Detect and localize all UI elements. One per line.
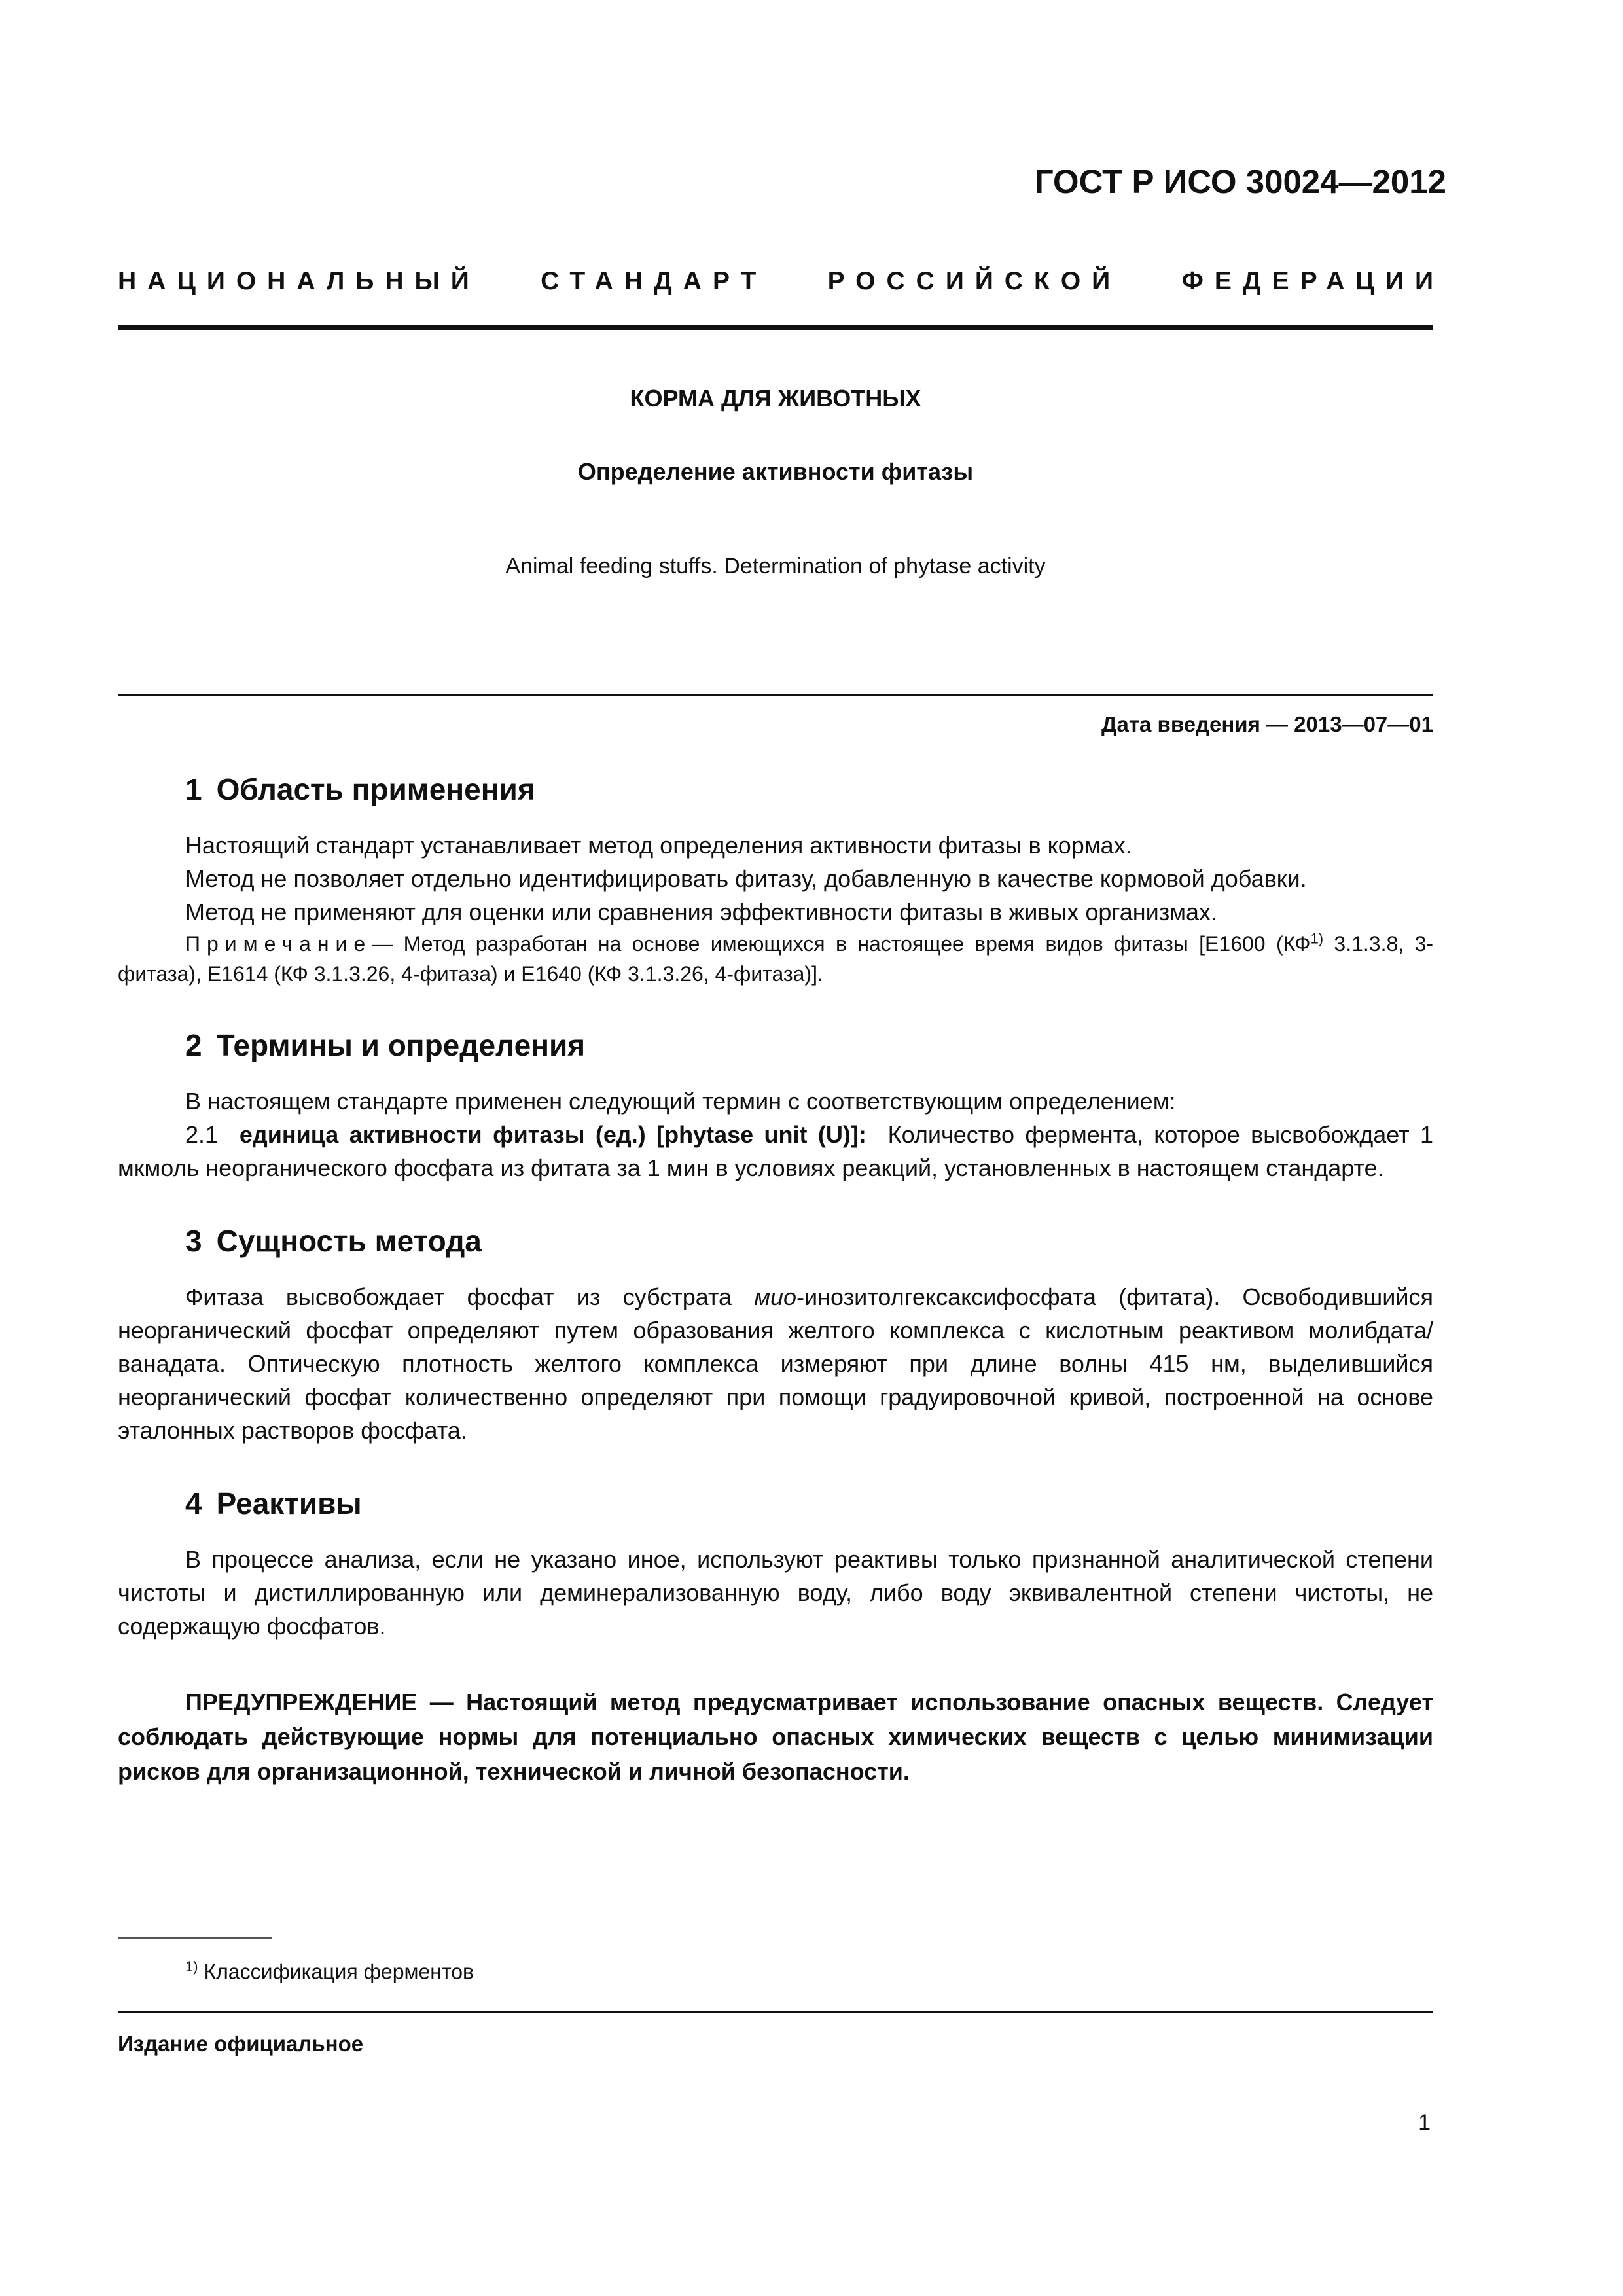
banner-word: СТАНДАРТ: [541, 267, 768, 295]
note-label: Примечание: [185, 932, 372, 956]
section-reagents: [118, 1484, 1433, 1789]
banner-word: ФЕДЕРАЦИИ: [1181, 267, 1444, 295]
document-body: [118, 770, 1433, 1825]
footnote: [185, 1958, 474, 1984]
section-number: 2: [185, 1028, 202, 1062]
official-edition-label: Издание официальное: [118, 2032, 364, 2056]
section-title: Реактивы: [216, 1486, 362, 1520]
banner-word: НАЦИОНАЛЬНЫЙ: [118, 267, 480, 295]
introduction-date: Дата введения — 2013—07—01: [1101, 712, 1433, 736]
paragraph-text: Фитаза высвобождает фосфат из субстрата: [185, 1283, 755, 1310]
paragraph: В настоящем стандарте применен следующий термин с соответствующим определением:: [185, 1088, 1176, 1115]
paragraph-text: -инозитолгексаксифосфата (фитата). Освободившийся неорганический фосфат определяют путем образования желтого комплекса с кислотным реактивом молибдата/ванадата. Оптическую плотность желтого комплекса измеряют при длине волны 415 нм, выделившийся неорганический фосфат количественно определяют при помощи градуировочной кривой, построенной на основе эталонных растворов фосфата.: [118, 1283, 1433, 1444]
paragraph: [118, 1280, 1433, 1447]
paragraph: Метод не применяют для оценки или сравнения эффективности фитазы в живых организмах.: [185, 899, 1218, 925]
footnote-ref: 1): [1310, 930, 1324, 947]
warning-paragraph: ПРЕДУПРЕЖДЕНИЕ — Настоящий метод предусматривает использование опасных веществ. Следует соблюдать действующие нормы для потенциально опасных химических веществ с целью минимизации рисков для организационной, технической и личной безопасности.: [118, 1689, 1433, 1785]
national-standard-banner: [118, 267, 1444, 296]
footnote-text: Классификация ферментов: [198, 1960, 474, 1984]
title-divider: [118, 694, 1433, 696]
section-number: 1: [185, 772, 202, 806]
term-name: единица активности фитазы (ед.) [phytase unit (U)]:: [239, 1121, 866, 1148]
section-number: 4: [185, 1486, 202, 1520]
gost-code: ГОСТ Р ИСО 30024—2012: [1034, 163, 1446, 200]
section-scope: [118, 770, 1433, 989]
footnote-divider: [118, 1937, 272, 1939]
term-definition: [118, 1118, 1433, 1185]
paragraph: Метод не позволяет отдельно идентифицировать фитазу, добавленную в качестве кормовой добавки.: [185, 865, 1307, 892]
section-title: Область применения: [216, 772, 535, 806]
paragraph: Настоящий стандарт устанавливает метод определения активности фитазы в кормах.: [185, 832, 1132, 859]
section-principle: [118, 1221, 1433, 1447]
footer-divider: [118, 2011, 1433, 2013]
banner-word: РОССИЙСКОЙ: [827, 267, 1122, 295]
note-text: 3.1.3.8, 3-фитаза), Е1614 (КФ 3.1.3.26, 4-фитаза) и Е1640 (КФ 3.1.3.26, 4-фитаза)].: [118, 932, 1434, 986]
section-title: Сущность метода: [216, 1224, 482, 1258]
section-heading: [118, 1484, 1433, 1523]
paragraph: В процессе анализа, если не указано иное, используют реактивы только признанной аналитической степени чистоты и дистиллированную или деминерализованную воду, либо воду эквивалентной степени чистоты, не содержащую фосфатов.: [118, 1546, 1433, 1640]
term-number: 2.1: [185, 1121, 219, 1148]
section-terms: [118, 1026, 1433, 1185]
section-heading: [118, 1221, 1433, 1261]
footnote-marker: 1): [185, 1958, 198, 1975]
english-title: Animal feeding stuffs. Determination of phytase activity: [505, 554, 1046, 579]
document-title: КОРМА ДЛЯ ЖИВОТНЫХ: [630, 385, 921, 412]
section-title: Термины и определения: [216, 1028, 586, 1062]
italic-prefix: мио: [754, 1283, 797, 1310]
page-number: 1: [1418, 2110, 1431, 2135]
section-heading: [118, 770, 1433, 809]
note: [118, 929, 1433, 989]
section-heading: [118, 1026, 1433, 1065]
section-number: 3: [185, 1224, 202, 1258]
header-divider: [118, 325, 1433, 330]
document-subtitle: Определение активности фитазы: [577, 458, 974, 485]
term-text: Количество фермента, которое высвобождает 1 мкмоль неорганического фосфата из фитата за 1 мин в условиях реакций, установленных в настоящем стандарте.: [118, 1121, 1433, 1181]
note-text: — Метод разработан на основе имеющихся в настоящее время видов фитазы [Е1600 (КФ: [372, 932, 1311, 956]
